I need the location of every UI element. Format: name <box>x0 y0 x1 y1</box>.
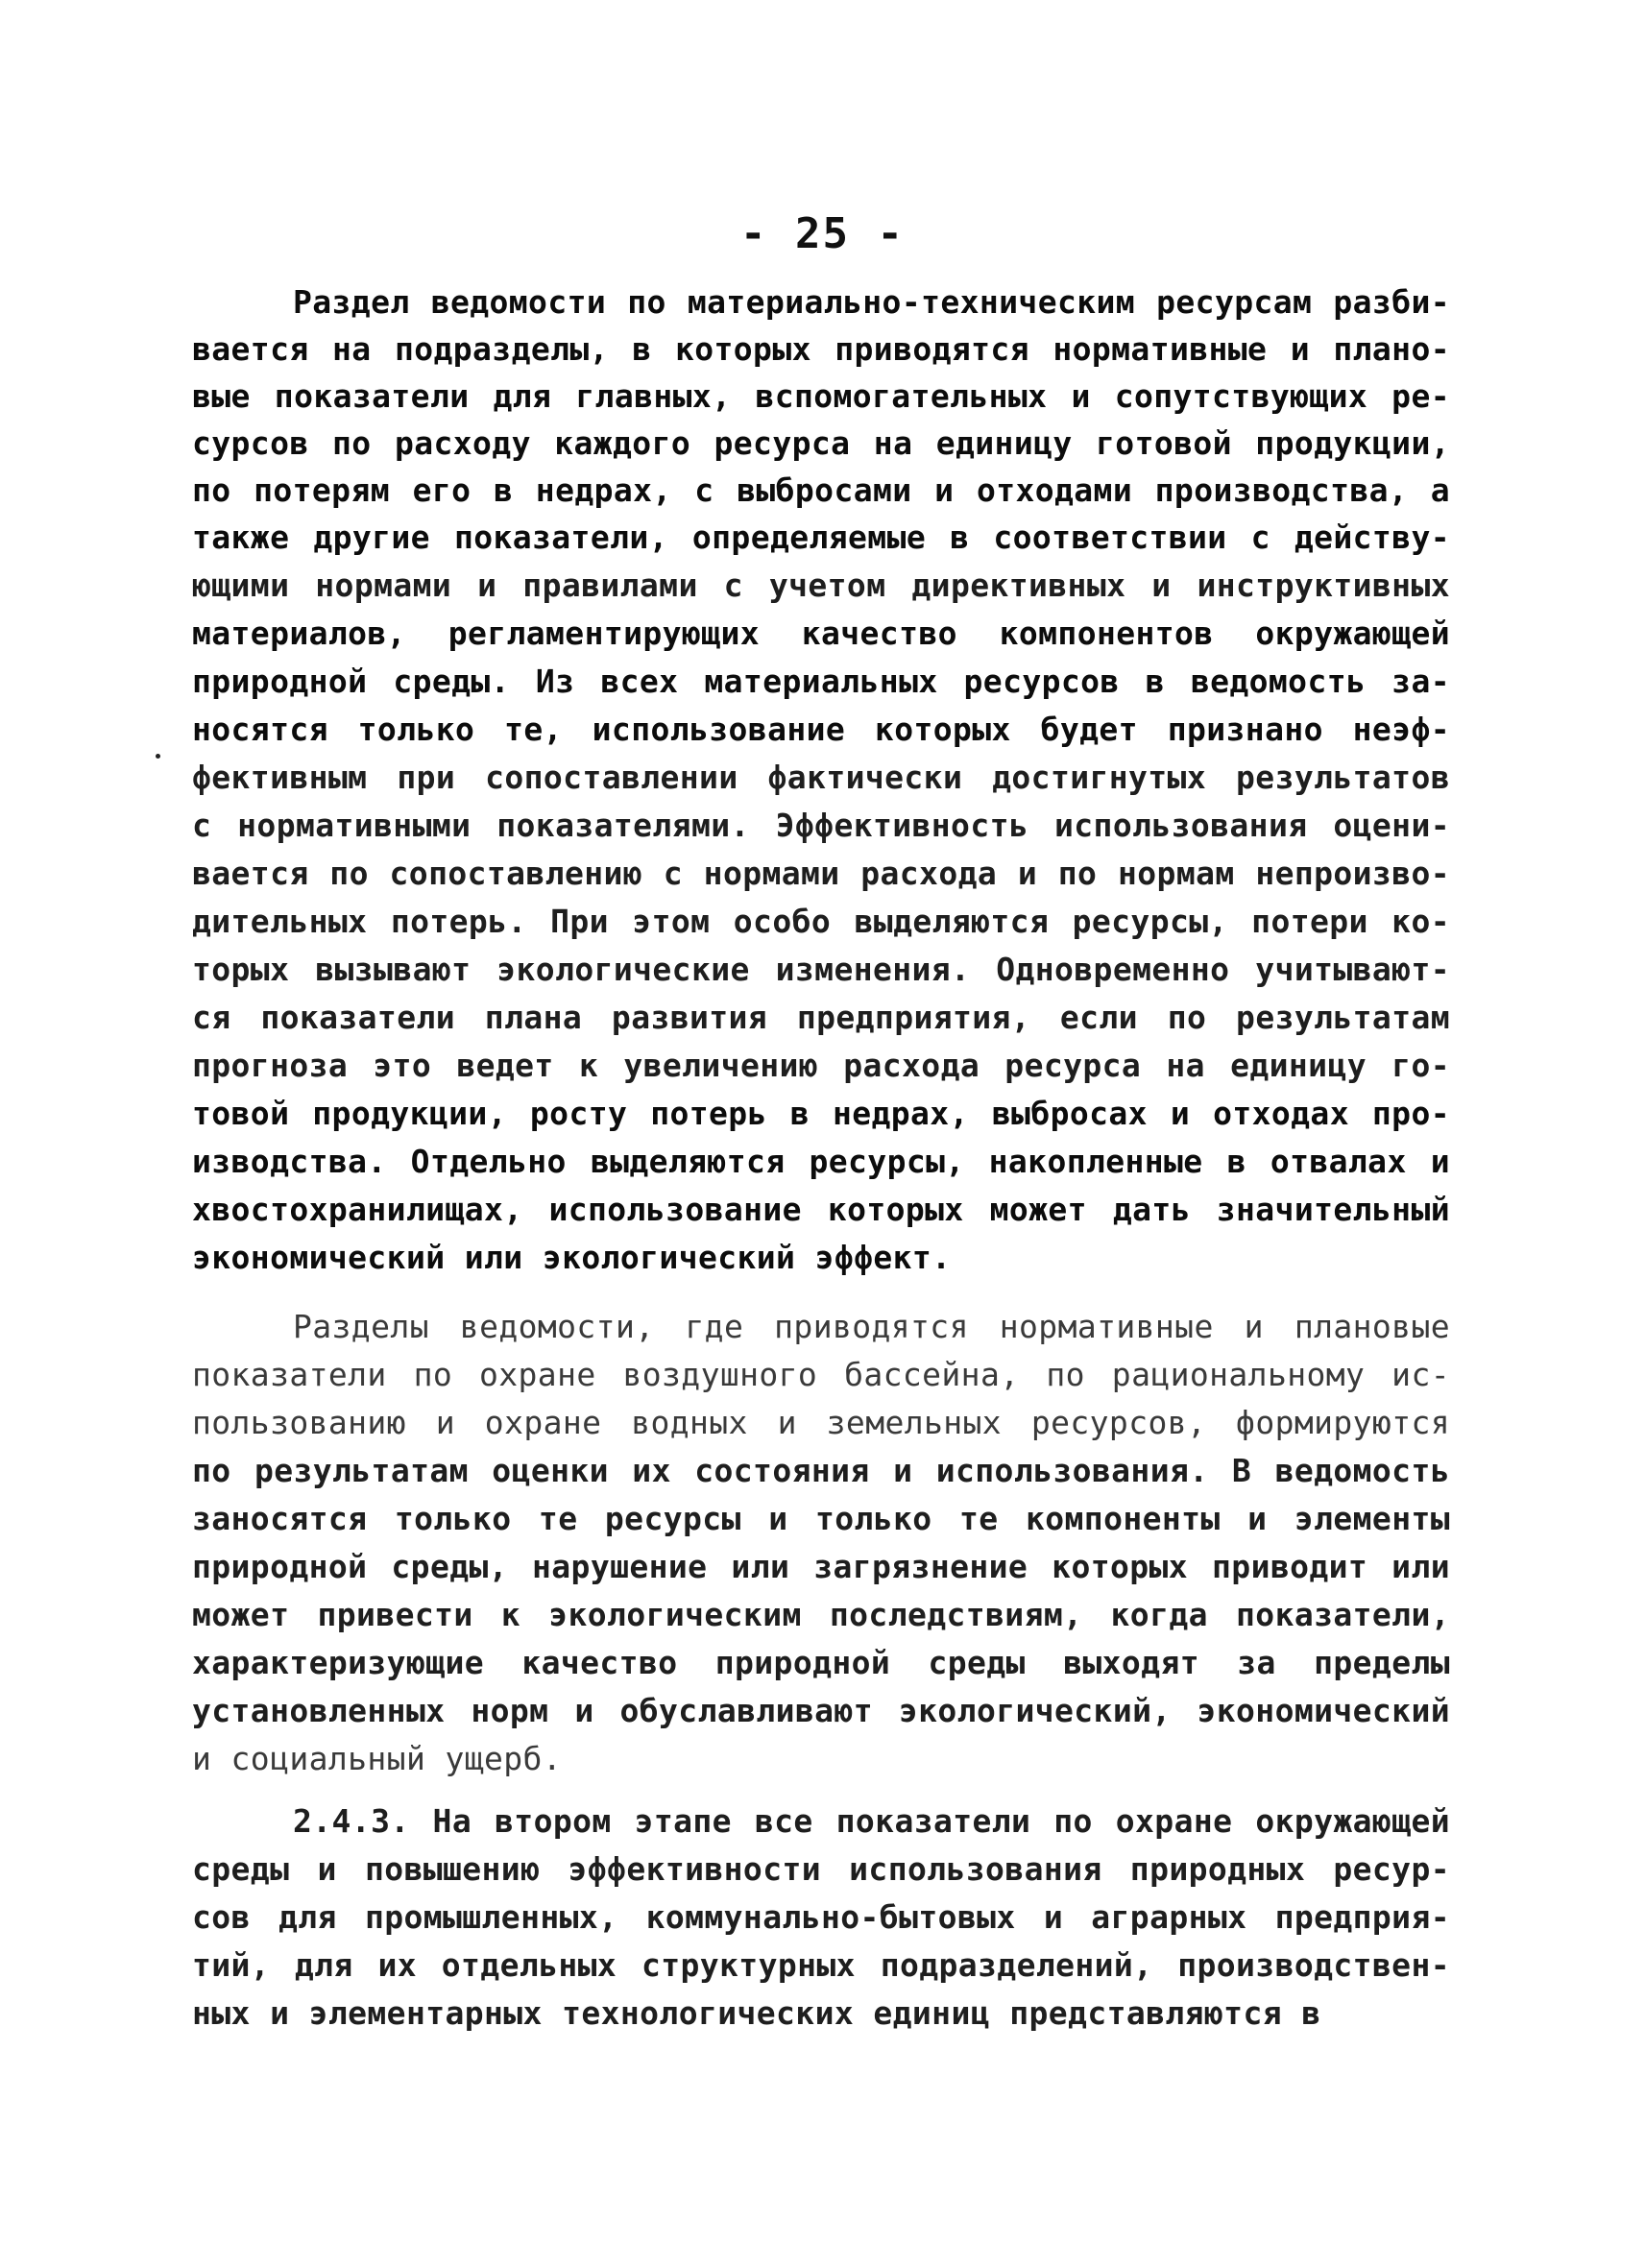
text-line: по результатам оценки их состояния и использования. В ведомость <box>192 1452 1450 1489</box>
text-line: товой продукции, росту потерь в недрах, выбросах и отходах про- <box>192 1095 1450 1132</box>
text-line: ных и элементарных технологических единиц представляются в <box>192 1994 1321 2032</box>
text-line: установленных норм и обуславливают экологический, экономический <box>192 1692 1450 1729</box>
text-line: материалов, регламентирующих качество компонентов окружающей <box>192 615 1450 652</box>
text-line: также другие показатели, определяемые в соответствии с действу- <box>192 519 1450 556</box>
text-line: сов для промышленных, коммунально-бытовых и аграрных предприя- <box>192 1898 1450 1936</box>
text-line: вые показатели для главных, вспомогательных и сопутствующих ре- <box>192 377 1450 415</box>
page-number: - 25 - <box>740 209 905 258</box>
text-line: ющими нормами и правилами с учетом директивных и инструктивных <box>192 567 1450 604</box>
text-line: 2.4.3. На втором этапе все показатели по охране окружающей <box>293 1802 1450 1840</box>
text-line: прогноза это ведет к увеличению расхода ресурса на единицу го- <box>192 1047 1450 1084</box>
text-line: Разделы ведомости, где приводятся нормативные и плановые <box>293 1308 1450 1345</box>
text-line: вается по сопоставлению с нормами расхода и по нормам непроизво- <box>192 855 1450 892</box>
text-line: ся показатели плана развития предприятия, если по результатам <box>192 999 1450 1036</box>
text-line: с нормативными показателями. Эффективность использования оцени- <box>192 807 1450 844</box>
text-line: сурсов по расходу каждого ресурса на единицу готовой продукции, <box>192 424 1450 462</box>
text-line: изводства. Отдельно выделяются ресурсы, накопленные в отвалах и <box>192 1143 1450 1180</box>
text-line: и социальный ущерб. <box>192 1740 563 1777</box>
text-line: носятся только те, использование которых будет признано неэф- <box>192 711 1450 748</box>
text-line: тий, для их отдельных структурных подразделений, производствен- <box>192 1946 1450 1984</box>
text-line: показатели по охране воздушного бассейна, по рациональному ис- <box>192 1356 1450 1393</box>
margin-mark <box>156 754 160 759</box>
text-line: фективным при сопоставлении фактически достигнутых результатов <box>192 759 1450 796</box>
text-line: дительных потерь. При этом особо выделяются ресурсы, потери ко- <box>192 903 1450 940</box>
text-line: может привести к экологическим последствиям, когда показатели, <box>192 1596 1450 1633</box>
text-line: вается на подразделы, в которых приводятся нормативные и плано- <box>192 330 1450 368</box>
text-line: Раздел ведомости по материально-техническим ресурсам разби- <box>293 283 1450 321</box>
text-line: среды и повышению эффективности использования природных ресур- <box>192 1850 1450 1888</box>
text-line: природной среды. Из всех материальных ресурсов в ведомость за- <box>192 663 1450 700</box>
text-line: заносятся только те ресурсы и только те компоненты и элементы <box>192 1500 1450 1537</box>
text-line: хвостохранилищах, использование которых может дать значительный <box>192 1191 1450 1228</box>
text-line: торых вызывают экологические изменения. Одновременно учитывают- <box>192 951 1450 988</box>
text-line: экономический или экологический эффект. <box>192 1239 952 1276</box>
text-line: природной среды, нарушение или загрязнение которых приводит или <box>192 1548 1450 1585</box>
text-line: характеризующие качество природной среды выходят за пределы <box>192 1644 1450 1681</box>
text-line: по потерям его в недрах, с выбросами и отходами производства, а <box>192 471 1450 509</box>
text-line: пользованию и охране водных и земельных ресурсов, формируются <box>192 1404 1450 1441</box>
